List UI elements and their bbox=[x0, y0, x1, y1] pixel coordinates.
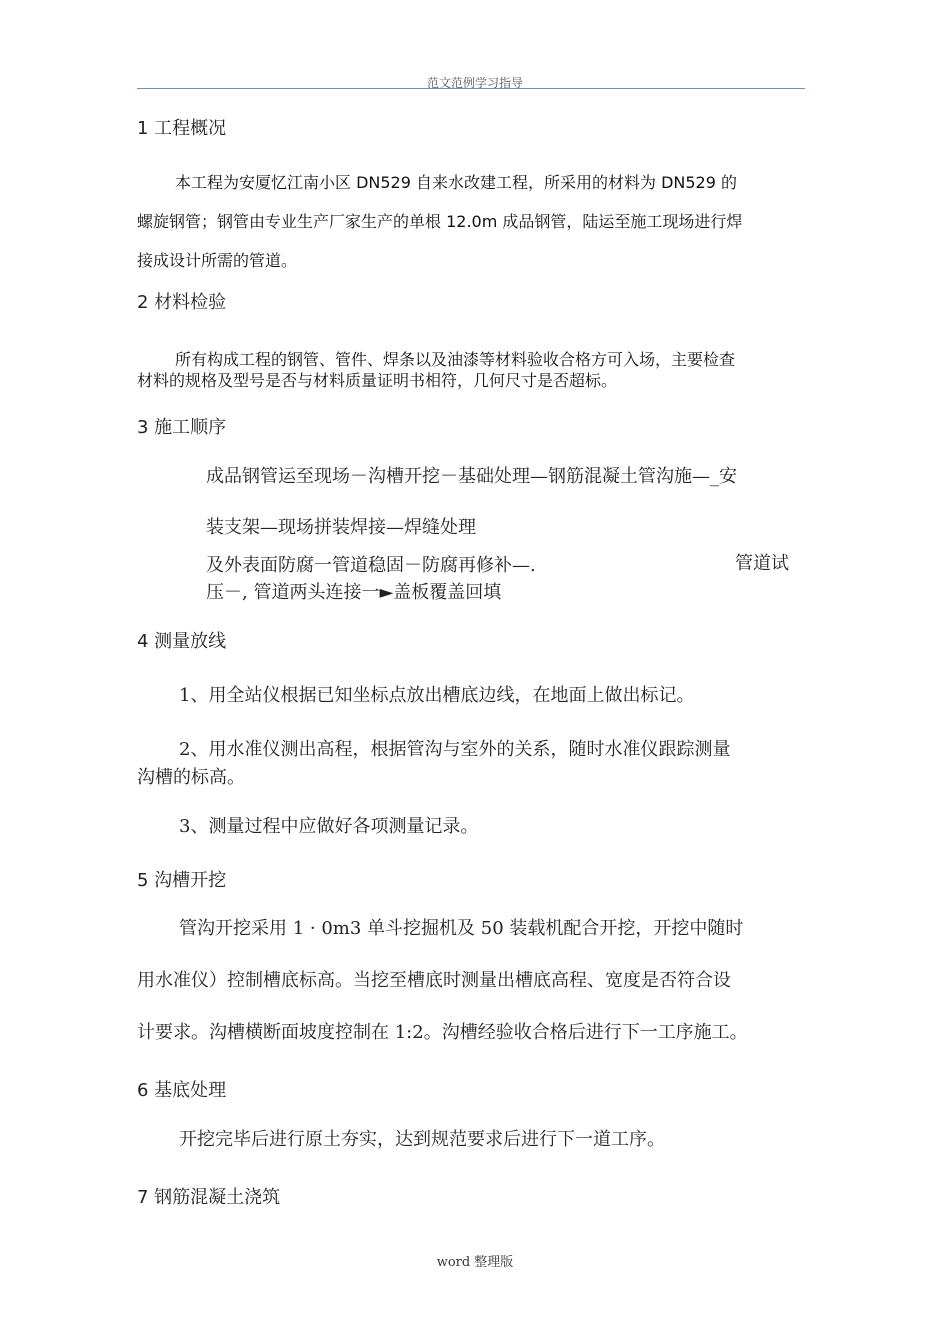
section-heading-7: 7 钢筋混凝土浇筑 bbox=[137, 1187, 281, 1208]
section-heading-1: 1 工程概况 bbox=[137, 118, 227, 139]
sequence-line: 压－, 管道两头连接一►盖板覆盖回填 bbox=[206, 582, 502, 603]
section-heading-3: 3 施工顺序 bbox=[137, 417, 227, 438]
sequence-line: 装支架—现场拼装焊接—焊缝处理 bbox=[206, 517, 476, 538]
sequence-line: 管道试 bbox=[735, 553, 789, 574]
paragraph-line: 3、测量过程中应做好各项测量记录。 bbox=[179, 816, 479, 837]
section-heading-6: 6 基底处理 bbox=[137, 1080, 227, 1101]
section-heading-5: 5 沟槽开挖 bbox=[137, 870, 227, 891]
sequence-line: 及外表面防腐一管道稳固－防腐再修补—. bbox=[206, 555, 536, 576]
paragraph-line: 1、用全站仪根据已知坐标点放出槽底边线，在地面上做出标记。 bbox=[179, 685, 695, 706]
paragraph-line: 螺旋钢管；钢管由专业生产厂家生产的单根 12.0m 成品钢管，陆运至施工现场进行焊 bbox=[137, 212, 743, 231]
sequence-line: 成品钢管运至现场－沟槽开挖－基础处理—钢筋混凝土管沟施—_安 bbox=[206, 466, 737, 487]
page-header: 范文范例学习指导 bbox=[426, 76, 523, 90]
paragraph-line: 2、用水准仪测出高程，根据管沟与室外的关系，随时水准仪跟踪测量 bbox=[179, 739, 731, 760]
paragraph-line: 用水准仪）控制槽底标高。当挖至槽底时测量出槽底高程、宽度是否符合设 bbox=[137, 970, 731, 991]
paragraph-line: 开挖完毕后进行原土夯实，达到规范要求后进行下一道工序。 bbox=[179, 1129, 665, 1150]
paragraph-line: 所有构成工程的钢管、管件、焊条以及油漆等材料验收合格方可入场，主要检查 bbox=[175, 350, 736, 369]
page-footer: word 整理版 bbox=[436, 1255, 514, 1270]
section-heading-4: 4 测量放线 bbox=[137, 631, 227, 652]
paragraph-line: 计要求。沟槽横断面坡度控制在 1:2。沟槽经验收合格后进行下一工序施工。 bbox=[137, 1022, 748, 1043]
paragraph-line: 沟槽的标高。 bbox=[137, 767, 245, 788]
paragraph-line: 管沟开挖采用 1 · 0m3 单斗挖掘机及 50 装载机配合开挖，开挖中随时 bbox=[179, 918, 744, 939]
paragraph-line: 接成设计所需的管道。 bbox=[137, 251, 298, 270]
header-rule bbox=[137, 88, 805, 89]
section-heading-2: 2 材料检验 bbox=[137, 292, 227, 313]
paragraph-line: 材料的规格及型号是否与材料质量证明书相符，几何尺寸是否超标。 bbox=[137, 371, 618, 390]
paragraph-line: 本工程为安厦忆江南小区 DN529 自来水改建工程，所采用的材料为 DN529 的 bbox=[175, 173, 738, 192]
